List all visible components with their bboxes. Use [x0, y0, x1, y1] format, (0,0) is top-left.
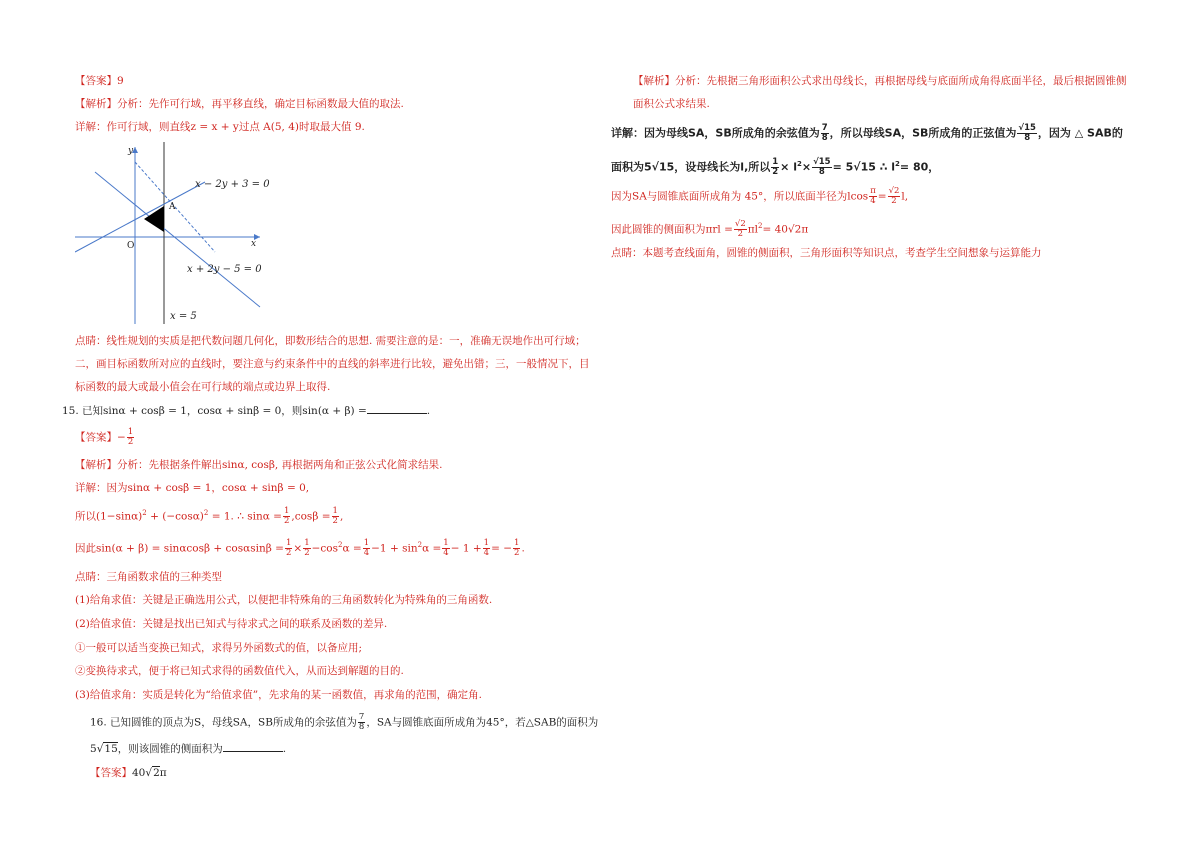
q15-note-2: (1)给角求值：关键是正确选用公式，以便把非特殊角的三角函数转化为特殊角的三角函数.	[75, 594, 493, 606]
q16-analysis-2: 面积公式求结果.	[633, 98, 710, 110]
feasible-region-graph	[75, 142, 275, 324]
q14-answer: 【答案】9	[75, 75, 124, 87]
q16-radius: 因为SA与圆锥底面所成角为 45°，所以底面半径为lcos $\frac{\pi}{4}$ = $\frac{√2}{2}$ l,	[611, 186, 909, 206]
answer-blank	[223, 741, 283, 752]
q14-note-1: 点睛：线性规划的实质是把代数问题几何化，即数形结合的思想. 需要注意的是：一，准确无误地作出可行域；	[75, 335, 586, 347]
q15-answer: 【答案】− $\frac{1}{2}$	[75, 427, 134, 447]
x-axis-label: x	[251, 239, 257, 249]
point-a-label: A	[169, 202, 176, 212]
q16-question-1: 16. 已知圆锥的顶点为S，母线SA，SB所成角的余弦值为 $\frac{7}{8}$ ，SA与圆锥底面所成角为45°，若△SAB的面积为	[90, 712, 599, 732]
q16-note: 点睛：本题考查线面角，圆锥的侧面积，三角形面积等知识点，考查学生空间想象与运算能力	[611, 247, 1042, 259]
q15-note-3: (2)给值求值：关键是找出已知式与待求式之间的联系及函数的差异.	[75, 618, 388, 630]
q15-detail-2: 所以$(1-\sin\alpha)^2 + (-\cos\alpha)^2 = 1$. ∴ sinα = $\frac{1}{2}$ ,cosβ = $\frac{1}{2}$ ,	[75, 506, 344, 526]
origin-label: O	[127, 241, 135, 251]
q16-lateral-area: 因此圆锥的侧面积为πrl = $\frac{√2}{2}$ $\pi l^2= 40√2\pi$	[611, 219, 809, 239]
q14-note-3: 标函数的最大或最小值会在可行域的端点或边界上取得.	[75, 381, 331, 393]
line2-label: x + 2y − 5 = 0	[187, 264, 262, 275]
q16-detail-2: 面积为5√15，设母线长为l,所以 $\frac{1}{2}$ × $l^2\times$ $\frac{√15}{8}$ = 5√15 ∴ $l^2= 80$，	[611, 157, 940, 178]
y-axis-label: y	[128, 146, 134, 156]
q15-detail-3: 因此sin(α + β) = sinαcosβ + cosαsinβ = $\frac{1}{2}$ × $\frac{1}{2}$ $-\cos^2\alpha$ = $\frac{1}{4}$ $-1 + \sin^2\alpha$ = $\frac{1}{4}$ − 1 + $\frac{1}{4}$ = − $\frac{1}{2}$ .	[75, 538, 525, 558]
q15-note-5: ②变换待求式，便于将已知式求得的函数值代入，从而达到解题的目的.	[75, 665, 404, 677]
q16-analysis-1: 【解析】分析：先根据三角形面积公式求出母线长，再根据母线与底面所成角得底面半径，最后根据圆锥侧	[633, 75, 1127, 87]
q15-question: 15. 已知sinα + cosβ = 1，cosα + sinβ = 0，则sin(α + β) = .	[62, 405, 431, 417]
answer-blank	[367, 403, 427, 414]
q14-analysis: 【解析】分析：先作可行域，再平移直线，确定目标函数最大值的取法.	[75, 98, 404, 110]
q15-analysis: 【解析】分析：先根据条件解出sinα, cosβ, 再根据两角和正弦公式化简求结果.	[75, 459, 443, 471]
q16-answer: 【答案】40√2π	[90, 767, 167, 779]
q15-note-1: 点睛：三角函数求值的三种类型	[75, 571, 222, 583]
q15-detail-1: 详解：因为sinα + cosβ = 1，cosα + sinβ = 0,	[75, 482, 310, 494]
q16-detail-1: 详解：因为母线SA，SB所成角的余弦值为 $\frac{7}{8}$ ，所以母线SA，SB所成角的正弦值为 $\frac{√15}{8}$ ，因为 △ SAB的	[611, 123, 1123, 143]
q15-note-6: (3)给值求角：实质是转化为“给值求值”，先求角的某一函数值，再求角的范围，确定角.	[75, 689, 482, 701]
line1-label: x − 2y + 3 = 0	[195, 179, 270, 190]
q14-detail: 详解：作可行域，则直线z = x + y过点 A(5, 4)时取最大值 9.	[75, 121, 365, 133]
q14-note-2: 二，画目标函数所对应的直线时，要注意与约束条件中的直线的斜率进行比较，避免出错；三，一般情况下，目	[75, 358, 590, 370]
line3-label: x = 5	[170, 311, 197, 322]
q15-note-4: ①一般可以适当变换已知式，求得另外函数式的值，以备应用;	[75, 642, 363, 654]
fraction: $\frac{1}{2}$	[127, 427, 134, 447]
q16-question-2: 5√15，则该圆锥的侧面积为 .	[90, 743, 287, 755]
